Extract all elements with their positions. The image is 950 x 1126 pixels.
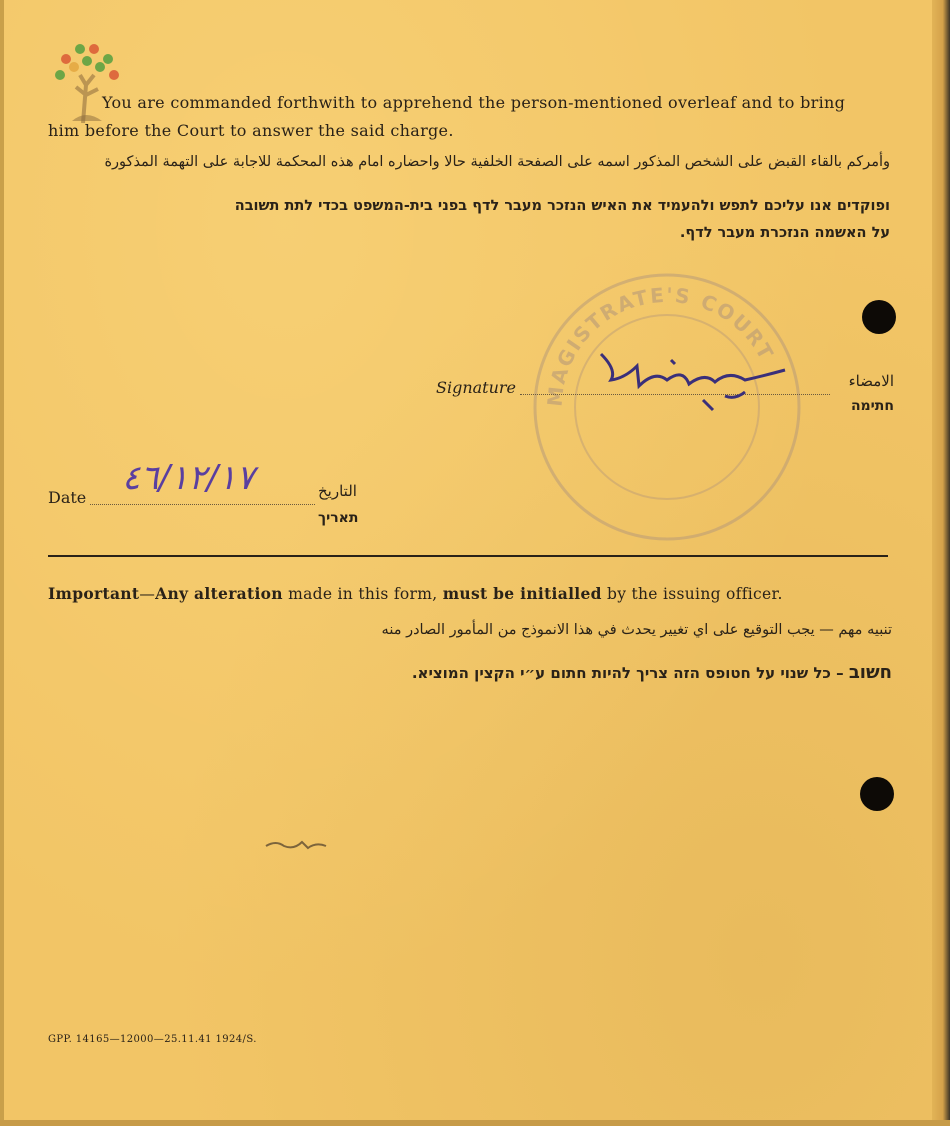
important-en-end: by the issuing officer. bbox=[601, 585, 783, 603]
date-value-handwritten: ٤٦/١٢/١٧ bbox=[122, 458, 255, 498]
paper-edge-right bbox=[932, 0, 950, 1126]
date-label-ar: التاريخ bbox=[318, 482, 357, 500]
important-en-bold2: Any alteration bbox=[155, 584, 283, 603]
command-text-he-line1: ופוקדים אנו עליכם לתפש ולהעמיד את האיש הנזכר מעבר לדף בפני בית-המשפט בכדי לתת תשובה bbox=[234, 198, 890, 214]
important-he-rest: – כל שנוי על חטופס הזה צריך להיות חתום ע״י הקצין המוציא. bbox=[411, 664, 849, 682]
signature-label-ar: الامضاء bbox=[848, 372, 894, 390]
pen-mark bbox=[262, 832, 332, 856]
print-code: GPP. 14165—12000—25.11.41 1924/S. bbox=[48, 1034, 257, 1045]
signature-label-en: Signature bbox=[436, 378, 517, 397]
command-text-en-line2: him before the Court to answer the said charge. bbox=[48, 121, 454, 140]
date-label-he: תאריך bbox=[318, 510, 359, 526]
section-divider bbox=[48, 555, 888, 557]
date-line bbox=[90, 503, 315, 505]
important-en-bold3: must be initialled bbox=[442, 584, 602, 603]
date-label-en: Date bbox=[48, 488, 87, 507]
important-en-dash: — bbox=[139, 585, 156, 603]
paper-edge-bottom bbox=[0, 1120, 950, 1126]
important-notice-ar: تنبيه مهم — يجب التوقيع على اي تغيير يحدث في هذا الانموذج من المأمور الصادر منه bbox=[381, 622, 892, 638]
command-text-he-line2: על האשמה הנזכרת מעבר לדף. bbox=[679, 225, 890, 241]
command-text-ar: وأمركم بالقاء القبض على الشخص المذكور اسمه على الصفحة الخلفية حالا واحضاره امام هذه المحكمة للاجابة على التهمة المذكورة bbox=[104, 154, 890, 170]
signature-label-he: חתימה bbox=[850, 398, 894, 414]
command-text-en-line1: You are commanded forthwith to apprehend the person-mentioned overleaf and to bring bbox=[102, 93, 846, 112]
important-en-bold1: Important bbox=[48, 584, 140, 603]
paper-edge-left bbox=[0, 0, 4, 1126]
stamp-text: MAGISTRATE'S COURT bbox=[542, 282, 779, 408]
punch-hole-top bbox=[862, 300, 896, 334]
important-notice-he bbox=[42, 662, 892, 683]
important-he-bold: חשוב bbox=[848, 662, 892, 683]
signature-handwriting bbox=[595, 340, 795, 412]
punch-hole-bottom bbox=[860, 777, 894, 811]
important-en-mid: made in this form, bbox=[282, 585, 443, 603]
important-notice-en bbox=[48, 584, 783, 603]
